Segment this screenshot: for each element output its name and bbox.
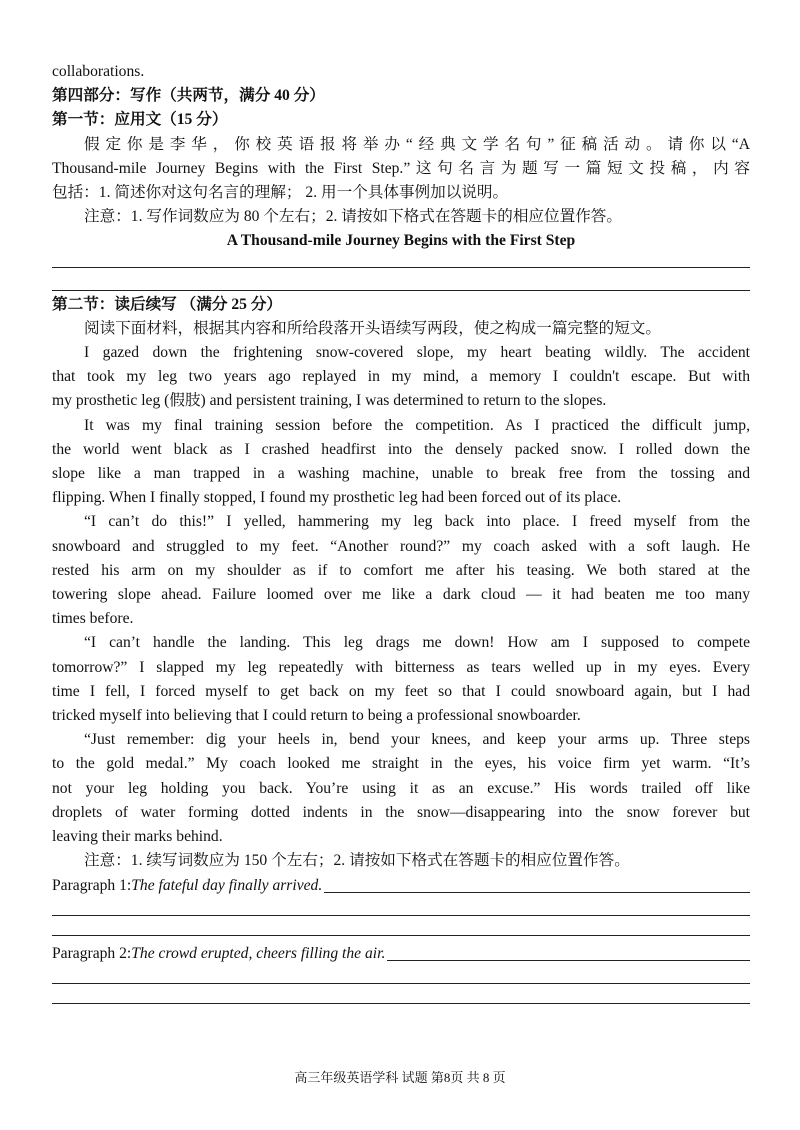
part4-heading: 第四部分：写作（共两节，满分 40 分） bbox=[52, 87, 325, 105]
answer-line bbox=[52, 983, 750, 984]
story-line: I gazed down the frightening snow-covered slope, my heart beating wildly. The accident bbox=[84, 344, 750, 362]
story-line: times before. bbox=[52, 610, 134, 628]
story-line: “I can’t handle the landing. This leg drags me down! How am I supposed to compete bbox=[84, 634, 750, 652]
prompt-line: 假定你是李华，你校英语报将举办“经典文学名句”征稿活动。请你以“A bbox=[84, 135, 750, 153]
answer-line bbox=[52, 915, 750, 916]
page-footer: 高三年级英语学科 试题 第8页 共 8 页 bbox=[294, 1070, 506, 1085]
story-paragraph bbox=[52, 414, 750, 511]
story-line: “I can’t do this!” I yelled, hammering my leg back into place. I freed myself from the bbox=[84, 513, 750, 531]
story-line: droplets of water forming dotted indents in the snow—disappearing into the snow forever but bbox=[52, 803, 750, 821]
section2-heading: 第二节：读后续写 （满分 25 分） bbox=[52, 295, 283, 313]
section1-prompt bbox=[52, 133, 750, 206]
prompt-line: Thousand-mile Journey Begins with the First Step.”这句名言为题写一篇短文投稿，内容 bbox=[52, 159, 750, 177]
answer-line bbox=[52, 935, 750, 936]
answer-line bbox=[52, 267, 750, 268]
section2-instruction: 阅读下面材料，根据其内容和所给段落开头语续写两段，使之构成一篇完整的短文。 bbox=[84, 319, 661, 337]
story-paragraph bbox=[52, 510, 750, 631]
section1-note: 注意：1. 写作词数应为 80 个左右；2. 请按如下格式在答题卡的相应位置作答。 bbox=[84, 208, 622, 226]
exam-page bbox=[52, 60, 750, 1004]
paragraph1-label: Paragraph 1: bbox=[52, 876, 132, 894]
story-line: tomorrow?” I slapped my leg repeatedly with bitterness as tears welled up in my eyes. Every bbox=[52, 658, 750, 676]
paragraph1-opening: The fateful day finally arrived. bbox=[131, 876, 323, 894]
story-line: not your leg holding you back. You’re using it as an excuse.” His words trailed off like bbox=[52, 779, 750, 797]
story-line: the world went black as I crashed headfirst into the densely packed snow. I rolled down the bbox=[52, 440, 750, 458]
story-line: It was my final training session before the competition. As I practiced the difficult jump, bbox=[84, 416, 750, 434]
continuation-text: collaborations. bbox=[52, 63, 145, 80]
story-line: slope like a man trapped in a washing machine, unable to break free from the tossing and bbox=[52, 465, 750, 483]
story-line: flipping. When I finally stopped, I found my prosthetic leg had been forced out of its place. bbox=[52, 489, 622, 507]
story-line: tricked myself into believing that I could return to being a professional snowboarder. bbox=[52, 707, 581, 725]
story-line: time I fell, I forced myself to get back on my feet so that I could snowboard again, but I had bbox=[52, 682, 750, 700]
story-line: “Just remember: dig your heels in, bend your knees, and keep your arms up. Three steps bbox=[84, 731, 750, 749]
story-paragraph bbox=[52, 341, 750, 414]
story-line: leaving their marks behind. bbox=[52, 828, 223, 846]
paragraph2-line bbox=[52, 942, 750, 966]
story-line: snowboard and struggled to my feet. “Another round?” my coach asked with a soft laugh. He bbox=[52, 537, 750, 555]
paragraph2-opening: The crowd erupted, cheers filling the air. bbox=[131, 944, 386, 962]
answer-line bbox=[52, 290, 750, 291]
section2-note: 注意：1. 续写词数应为 150 个左右；2. 请按如下格式在答题卡的相应位置作答。 bbox=[84, 852, 630, 870]
story-line: rested his arm on my shoulder as if to comfort me after his teasing. We both stared at the bbox=[52, 561, 750, 579]
prompt-line: 包括：1. 简述你对这句名言的理解； 2. 用一个具体事例加以说明。 bbox=[52, 184, 509, 202]
story-line: my prosthetic leg (假肢) and persistent training, I was determined to return to the slopes. bbox=[52, 392, 607, 410]
answer-line bbox=[324, 892, 750, 893]
paragraph2-label: Paragraph 2: bbox=[52, 944, 132, 962]
story-paragraph bbox=[52, 631, 750, 728]
story-paragraph bbox=[52, 728, 750, 849]
section1-heading: 第一节：应用文（15 分） bbox=[52, 111, 228, 129]
answer-line bbox=[387, 960, 750, 961]
paragraph1-line bbox=[52, 874, 750, 898]
story-line: towering slope ahead. Failure loomed over me like a dark cloud — it had beaten me too many bbox=[52, 586, 750, 604]
story-line: that took my leg two years ago replayed in my mind, a memory I couldn't escape. But with bbox=[52, 368, 750, 386]
essay-title: A Thousand-mile Journey Begins with the First Step bbox=[226, 232, 576, 250]
story-line: to the gold medal.” My coach looked me straight in the eyes, his voice firm yet warm. “It’s bbox=[52, 755, 750, 773]
answer-line bbox=[52, 1003, 750, 1004]
